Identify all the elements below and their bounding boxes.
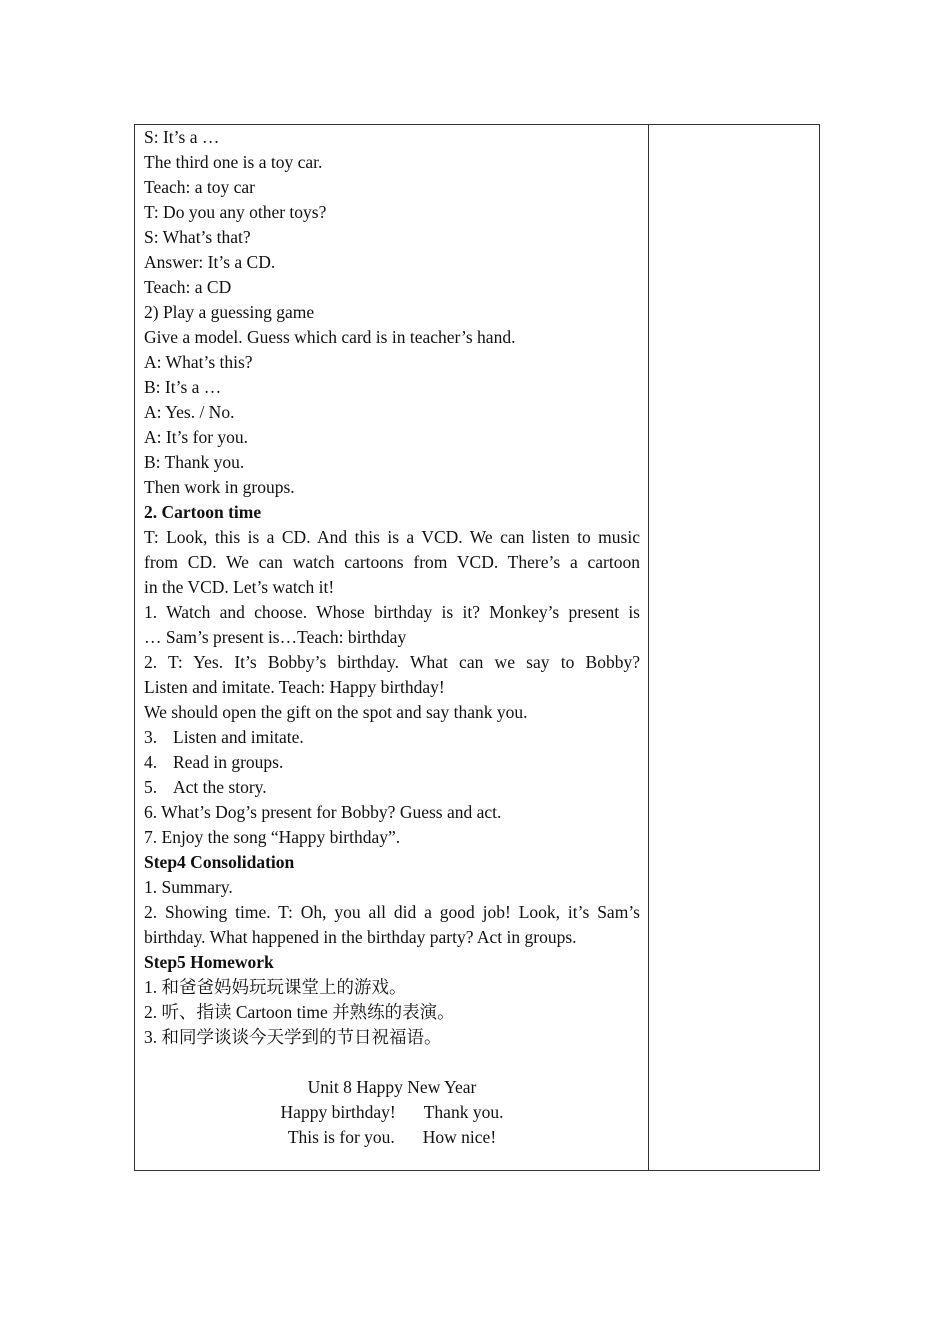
cartoon-line: Listen and imitate. Teach: Happy birthday!: [144, 677, 445, 697]
homework-line: 3. 和同学谈谈今天学到的节日祝福语。: [144, 1027, 442, 1047]
lesson-content-cell: [135, 125, 649, 1170]
dialogue-line: A: What’s this?: [144, 352, 253, 372]
dialogue-line: Answer: It’s a CD.: [144, 252, 276, 272]
notes-cell: [649, 125, 819, 1170]
item-number: 5.: [144, 777, 158, 797]
cartoon-line: 6. What’s Dog’s present for Bobby? Guess and act.: [144, 802, 502, 822]
blackboard-row: [144, 1100, 640, 1125]
cartoon-line: 1. Watch and choose. Whose birthday is it? Monkey’s present is: [144, 602, 640, 622]
step5-heading: Step5 Homework: [144, 952, 274, 972]
dialogue-line: Give a model. Guess which card is in teacher’s hand.: [144, 327, 516, 347]
numbered-item: [144, 775, 640, 800]
step4-line: birthday. What happened in the birthday party? Act in groups.: [144, 927, 577, 947]
board-phrase: How nice!: [422, 1127, 497, 1147]
item-text: Act the story.: [173, 777, 267, 797]
cartoon-time-heading: 2. Cartoon time: [144, 502, 262, 522]
step4-line: 1. Summary.: [144, 877, 233, 897]
dialogue-line: Then work in groups.: [144, 477, 295, 497]
cartoon-line: We should open the gift on the spot and say thank you.: [144, 702, 528, 722]
dialogue-line: Teach: a CD: [144, 277, 232, 297]
dialogue-line: S: It’s a …: [144, 127, 220, 147]
dialogue-line: Teach: a toy car: [144, 177, 255, 197]
homework-line: 1. 和爸爸妈妈玩玩课堂上的游戏。: [144, 977, 407, 997]
spacer: [144, 1050, 640, 1075]
dialogue-section: [144, 125, 640, 500]
board-phrase: Happy birthday!: [280, 1102, 396, 1122]
blackboard-design: [144, 1075, 640, 1150]
dialogue-line: A: It’s for you.: [144, 427, 249, 447]
item-number: 3.: [144, 727, 158, 747]
dialogue-line: B: Thank you.: [144, 452, 245, 472]
dialogue-line: The third one is a toy car.: [144, 152, 323, 172]
cartoon-line: … Sam’s present is…Teach: birthday: [144, 627, 407, 647]
dialogue-line: T: Do you any other toys?: [144, 202, 327, 222]
cartoon-line: from CD. We can watch cartoons from VCD. There’s a cartoon: [144, 552, 640, 572]
step4-heading: Step4 Consolidation: [144, 852, 295, 872]
item-number: 4.: [144, 752, 158, 772]
board-phrase: Thank you.: [423, 1102, 504, 1122]
item-text: Listen and imitate.: [173, 727, 304, 747]
dialogue-line: S: What’s that?: [144, 227, 251, 247]
numbered-item: [144, 750, 640, 775]
cartoon-line: in the VCD. Let’s watch it!: [144, 577, 335, 597]
lesson-table: [134, 124, 820, 1171]
item-text: Read in groups.: [173, 752, 284, 772]
cartoon-line: 7. Enjoy the song “Happy birthday”.: [144, 827, 401, 847]
blackboard-title: Unit 8 Happy New Year: [307, 1077, 477, 1097]
dialogue-line: B: It’s a …: [144, 377, 222, 397]
blackboard-row: [144, 1125, 640, 1150]
numbered-item: [144, 725, 640, 750]
dialogue-line: A: Yes. / No.: [144, 402, 235, 422]
cartoon-line: 2. T: Yes. It’s Bobby’s birthday. What can we say to Bobby?: [144, 652, 640, 672]
dialogue-line: 2) Play a guessing game: [144, 302, 315, 322]
cartoon-line: T: Look, this is a CD. And this is a VCD. We can listen to music: [144, 527, 640, 547]
homework-line: 2. 听、指读 Cartoon time 并熟练的表演。: [144, 1002, 455, 1022]
board-phrase: This is for you.: [287, 1127, 395, 1147]
step4-line: 2. Showing time. T: Oh, you all did a good job! Look, it’s Sam’s: [144, 902, 640, 922]
